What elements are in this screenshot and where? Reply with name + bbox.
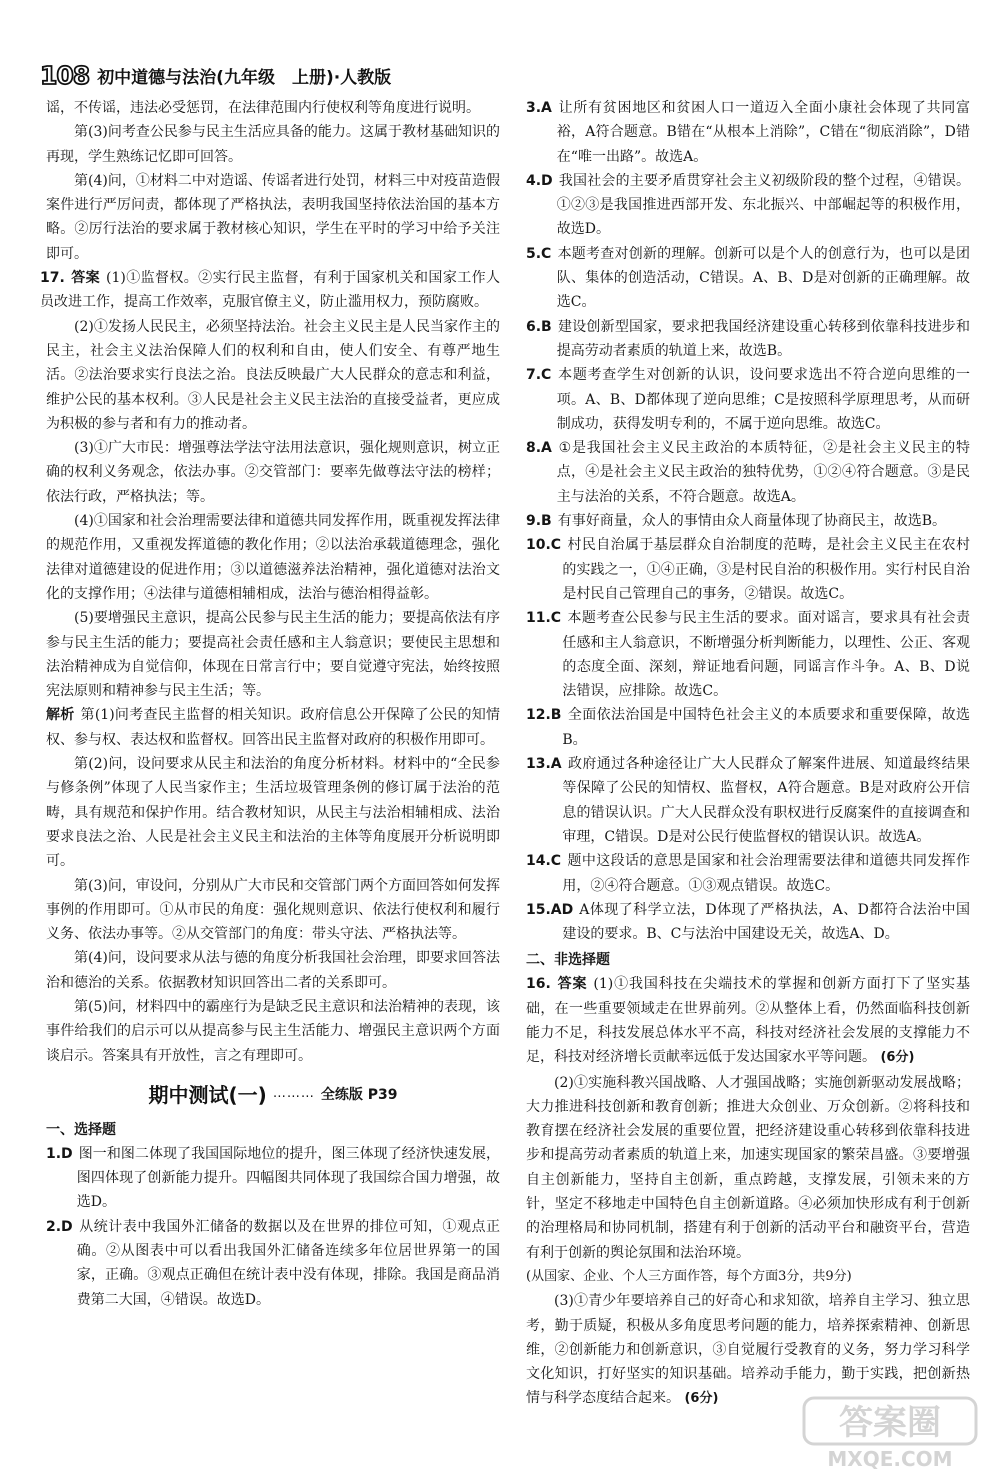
q17-answer-2: (2)①发扬人民民主，必须坚持法治。社会主义民主是人民当家作主的民主，社会主义法治保障人们的权利和自由，使人们安全、有尊严地生活。②法治要求实行良法之治。良法反映最广大人民群众的意志和利益，维护公民的基本权利。③人民是社会主义民主法治的直接受益者，更应成为积极的参与者和有力的推动者。 [46,318,500,432]
q17-answer-4: (4)①国家和社会治理需要法律和道德共同发挥作用，既重视发挥法律的规范作用，又重视发挥道德的教化作用；②以法治承载道德理念，强化法律对道德建设的促进作用；③以道德滋养法治精神，强化道德对法治文化的支撑作用；④法律与道德相辅相成，法治与德治相得益彰。 [46,513,500,602]
list-item: 10.C 村民自治属于基层群众自治制度的范畴，是社会主义民主在农村的实践之一，①④正确，③是村民自治的积极作用。实行村民自治是村民自己管理自己的事务，②错误。故选C。 [526,537,970,602]
q17-analysis-3: 第(3)问，审设问，分别从广大市民和交管部门两个方面回答如何发挥事例的作用即可。①从市民的角度：强化规则意识、依法行使权利和履行义务、依法办事等。②从交管部门的角度：带头守法、严格执法等。 [46,877,500,943]
q17-analysis-5: 第(5)问，材料四中的霸座行为是缺乏民主意识和法治精神的表现，该事件给我们的启示可以从提高参与民主生活能力、增强民主意识两个方面谈启示。答案具有开放性，言之有理即可。 [46,998,500,1064]
list-item: 11.C 本题考查公民参与民主生活的要求。面对谣言，要求具有社会责任感和主人翁意识，不断增强分析判断能力，以理性、公正、客观的态度全面、深刻，辩证地看问题，同谣言作斗争。A、B、D说法错误，应排除。故选C。 [526,610,970,700]
test-reference: 全练版 P39 [320,1086,398,1103]
page-number: 108 [40,60,90,90]
score-note: (6分) [684,1391,719,1407]
list-item: 2.D 从统计表中我国外汇储备的数据以及在世界的排位可知，①观点正确。②从图表中可以看出我国外汇储备连续多年位居世界第一的国家，正确。③观点正确但在统计表中没有体现，排除。我国是商品消费第二大国，④错误。故选D。 [46,1218,500,1308]
intro-paragraph: 第(4)问，①材料二中对造谣、传谣者进行处罚，材料三中对疫苗造假案件进行严厉问责，都体现了严格执法，表明我国坚持依法治国的基本方略。②厉行法治的要求属于教材核心知识，学生在平时的学习中给予关注即可。 [46,172,500,262]
answer-label: 答案 [556,976,588,993]
section-title-nonchoice: 二、非选择题 [526,952,610,969]
score-note: (6分) [880,1050,915,1066]
list-item: 6.B 建设创新型国家，要求把我国经济建设重心转移到依靠科技进步和提高劳动者素质的轨道上来，故选B。 [526,318,970,359]
q16-number: 16. [526,976,551,993]
book-title: 初中道德与法治(九年级 上册)·人教版 [97,67,392,88]
left-column [40,96,500,1312]
intro-paragraph: 第(3)问考查公民参与民主生活应具备的能力。这属于教材基础知识的再现，学生熟练记忆即可回答。 [46,124,500,165]
list-item: 8.A ①是我国社会主义民主政治的本质特征，②是社会主义民主的特点，④是社会主义民主政治的独特优势，①②④符合题意。③是民主与法治的关系，不符合题意。故选A。 [526,440,970,505]
answer-label: 答案 [70,270,100,287]
section-title-choice: 一、选择题 [46,1121,116,1138]
q16-answer-3: (3)①青少年要培养自己的好奇心和求知欲，培养自主学习、独立思考，勤于质疑，积极从多角度思考问题的能力，培养探索精神、创新思维，②创新能力和创新意识，③自觉履行受教育的义务，努力学习科学文化知识，打好坚实的知识基础。培养动手能力，勤于实践，把创新热情与科学态度结合起来。 (6分) [526,1293,970,1407]
analysis-label: 解析 [46,707,75,724]
watermark-text-top: 答案圈 [839,1403,941,1443]
q17-analysis-2: 第(2)问，设问要求从民主和法治的角度分析材料。材料中的“全民参与修条例”体现了人民当家作主；生活垃圾管理条例的修订属于法治的范畴，具有规范和保护作用。结合教材知识，从民主与法治相辅相成、法治要求良法之治、人民是社会主义民主和法治的主体等角度展开分析说明即可。 [46,756,500,870]
list-item: 4.D 我国社会的主要矛盾贯穿社会主义初级阶段的整个过程，④错误。①②③是我国推进西部开发、东北振兴、中部崛起等的积极作用，故选D。 [526,172,970,238]
right-column [526,96,970,1412]
midterm-test-heading [46,1078,500,1110]
q17-number: 17. [40,270,65,287]
list-item: 15.AD A体现了科学立法，D体现了严格执法，A、D都符合法治中国建设的要求。B、C与法治中国建设无关，故选A、D。 [526,901,970,943]
test-dots: ……… [272,1086,315,1102]
q17-answer-5: (5)要增强民主意识，提高公民参与民主生活的能力；要提高依法有序参与民主生活的能力；要提高社会责任感和主人翁意识；要使民主思想和法治精神成为自觉信仰，体现在日常言行中；要自觉遵守宪法，始终按照宪法原则和精神参与民主生活；等。 [46,610,500,700]
q16-answer-1: 16. 答案 (1)①我国科技在尖端技术的掌握和创新方面打下了坚实基础，在一些重要领域走在世界前列。②从整体上看，仍然面临科技创新能力不足，科技发展总体水平不高，科技对经济社会发展的支撑能力不足，科技对经济增长贡献率远低于发达国家水平等问题。 (6分) [526,976,970,1066]
q17-answer-1: 17. 答案 (1)①监督权。②实行民主监督，有利于国家机关和国家工作人员改进工作，提高工作效率，克服官僚主义，防止滥用权力，预防腐败。 [40,270,500,311]
list-item: 14.C 题中这段话的意思是国家和社会治理需要法律和道德共同发挥作用，②④符合题意。①③观点错误。故选C。 [526,853,970,894]
list-item: 5.C 本题考查对创新的理解。创新可以是个人的创意行为，也可以是团队、集体的创造活动，C错误。A、B、D是对创新的正确理解。故选C。 [526,245,970,311]
q17-analysis-4: 第(4)问，设问要求从法与德的角度分析我国社会治理，即要求回答法治和德治的关系。依据教材知识回答出二者的关系即可。 [46,950,500,991]
page-header [40,60,540,90]
q16-answer-2: (2)①实施科教兴国战略、人才强国战略；实施创新驱动发展战略；大力推进科技创新和教育创新；推进大众创业、万众创新。②将科技和教育摆在经济社会发展的重要位置，把经济建设重心转移到依靠科技进步和提高劳动者素质的轨道上来，加速实现国家的繁荣昌盛。③要增强自主创新能力，坚持自主创新，重点跨越，支撑发展，引领未来的方针，坚定不移地走中国特色自主创新道路。④必须加快形成有利于创新的治理格局和协同机制，搭建有利于创新的活动平台和融资平台，营造有利于创新的舆论氛围和法治环境。 [526,1074,970,1261]
q17-analysis-1: 解析 第(1)问考查民主监督的相关知识。政府信息公开保障了公民的知情权、参与权、表达权和监督权。回答出民主监督对政府的积极作用即可。 [46,707,500,748]
test-title: 期中测试(一) [148,1083,267,1108]
intro-paragraph: 谣，不传谣，违法必受惩罚，在法律范围内行使权利等角度进行说明。 [46,100,480,116]
list-item: 7.C 本题考查学生对创新的认识，设问要求选出不符合逆向思维的一项。A、B、D都体现了逆向思维；C是按照科学原理思考，从而研制成功，获得发明专利的，不属于逆向思维。故选C。 [526,367,970,432]
list-item: 3.A 让所有贫困地区和贫困人口一道迈入全面小康社会体现了共同富裕，A符合题意。B错在“从根本上消除”，C错在“彻底消除”，D错在“唯一出路”。故选A。 [526,100,970,165]
list-item: 12.B 全面依法治国是中国特色社会主义的本质要求和重要保障，故选B。 [526,707,970,748]
watermark-text-bottom: MXQE.COM [827,1447,953,1471]
watermark-logo [800,1392,980,1472]
list-item: 1.D 图一和图二体现了我国国际地位的提升，图三体现了经济快速发展，图四体现了创新能力提升。四幅图共同体现了我国综合国力增强，故选D。 [46,1145,500,1211]
q17-answer-3: (3)①广大市民：增强尊法学法守法用法意识，强化规则意识，树立正确的权利义务观念，依法办事。②交管部门：要率先做尊法守法的榜样；依法行政，严格执法；等。 [46,440,500,505]
list-item: 13.A 政府通过各种途径让广大人民群众了解案件进展、知道最终结果等保障了公民的知情权、监督权，A符合题意。B是对政府公开信息的错误认识。广大人民群众没有职权进行反腐案件的直接调查和审理，C错误。D是对公民行使监督权的错误认识。故选A。 [526,756,970,845]
q16-scoring-note: (从国家、企业、个人三方面作答，每个方面3分，共9分) [526,1268,852,1284]
list-item: 9.B 有事好商量，众人的事情由众人商量体现了协商民主，故选B。 [526,513,947,530]
